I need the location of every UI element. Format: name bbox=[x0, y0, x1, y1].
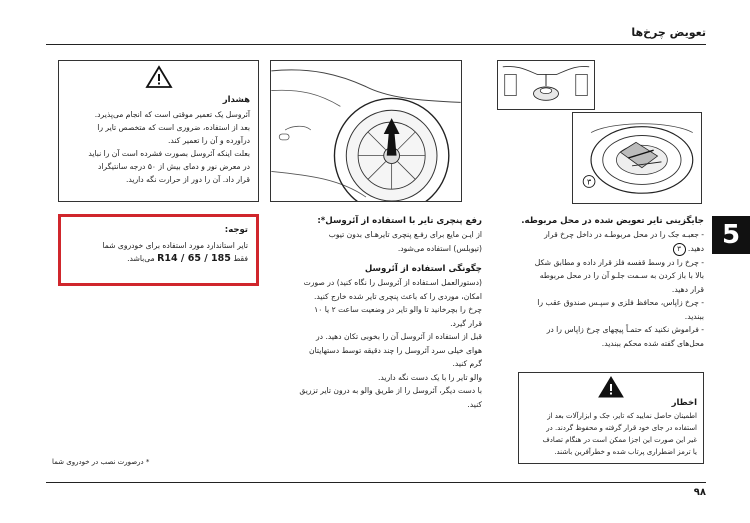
note-box bbox=[58, 214, 259, 286]
paragraph-line bbox=[514, 242, 704, 256]
danger-line: استفاده در جای خود قرار گرفته و محفوظ گردند. در bbox=[546, 424, 697, 432]
paragraph-line: - چرخ را در وسط قفسه فلز قرار داده و مطابق شکل bbox=[534, 257, 704, 267]
danger-line: اطمینان حاصل نمایید که تایر، جک و ابزارآلات بعد از bbox=[547, 412, 697, 420]
footnote-text: درصورت نصب در خودروی شما bbox=[52, 458, 144, 466]
warning-body bbox=[62, 108, 250, 186]
paragraph-line: والو تایر را با یک دست نگه دارید. bbox=[377, 372, 482, 382]
aerosol-repair-body bbox=[252, 228, 482, 255]
paragraph-line: گرم کنید. bbox=[452, 359, 482, 368]
note-title: توجه: bbox=[224, 225, 248, 235]
danger-title: اخطار bbox=[671, 398, 697, 408]
tire-size: 185 / 65 / R14 bbox=[157, 253, 231, 264]
right-column bbox=[514, 215, 704, 350]
spare-wheel-illustration bbox=[572, 112, 702, 204]
section-title-text: رفع پنچری تایر با استفاده از آئروسل bbox=[325, 216, 482, 226]
paragraph-line: چرخ را بچرخانید تا والو تایر در وضعیت ساعت ۲ یا ۱۰ bbox=[314, 305, 482, 314]
circle-number-badge: ۳ bbox=[673, 243, 686, 256]
note-body bbox=[62, 239, 248, 265]
warning-line: بعد از استفاده، ضروری است که متخصص تایر را bbox=[97, 123, 250, 132]
paragraph-line: (تیوبلس) استفاده می‌شود. bbox=[397, 243, 482, 253]
warning-line: بعلت اینکه آئروسل بصورت فشرده است آن را نباید bbox=[88, 149, 250, 158]
paragraph-line: - جعبـه جک را در محل مربوطـه در داخل چرخ قرار bbox=[544, 230, 704, 239]
header-rule bbox=[46, 44, 706, 45]
paragraph-line: با دست دیگر، آئروسل را از طریق والو به درون تایر تزریق bbox=[299, 386, 482, 395]
tire-repair-illustration bbox=[270, 60, 462, 202]
paragraph-line: - فراموش نکنید که حتمـاً پیچهای چرخ زاپاس را در bbox=[546, 325, 704, 334]
paragraph-line: (دستورالعمل اسـتفاده از آئروسل را نگاه کنید) در صورت bbox=[303, 278, 482, 287]
footnote-star: * bbox=[145, 458, 150, 466]
note-suffix: می‌باشد. bbox=[127, 254, 155, 263]
aerosol-usage-title: چگونگی استفاده از آئروسل bbox=[364, 264, 482, 274]
warning-triangle-icon bbox=[145, 65, 173, 89]
paragraph-line: محل‌های گفته شده محکم ببندید. bbox=[601, 338, 704, 348]
note-line: تایر استاندارد مورد استفاده برای خودروی شما bbox=[102, 241, 248, 250]
warning-title: هشدار bbox=[222, 95, 250, 105]
paragraph-line: بالا با باز کردن به سـمت جلـو آن را در محل مربوطه bbox=[539, 271, 704, 280]
middle-column bbox=[252, 215, 482, 411]
footnote bbox=[52, 458, 149, 466]
warning-line: آئروسل یک تعمیر موقتی است که انجام می‌پذیرد. bbox=[94, 110, 250, 119]
chapter-tab: 5 bbox=[712, 216, 750, 254]
warning-line: در معرض نور و دمای بیش از ۵۰ درجه سانتیگراد bbox=[97, 162, 250, 171]
page-number: ۹۸ bbox=[693, 487, 706, 498]
paragraph-line: از ایـن مایع برای رفـع پنچری تایرهـای بدون تیوب bbox=[328, 230, 482, 239]
note-line-2 bbox=[62, 252, 248, 265]
note-prefix: فقط bbox=[233, 254, 248, 263]
footer-rule bbox=[46, 482, 706, 483]
danger-body bbox=[521, 410, 697, 458]
paragraph-line: قرار گیرد. bbox=[450, 318, 482, 328]
danger-box bbox=[518, 372, 704, 464]
aerosol-repair-title bbox=[252, 215, 482, 228]
jack-box-illustration bbox=[497, 60, 595, 110]
page-header-title: تعویض چرخ‌ها bbox=[631, 26, 706, 39]
figure-callout-number: ۳ bbox=[586, 177, 592, 187]
danger-line: یا ترمز اضطراری پرتاب شده و خطرآفرین باشند. bbox=[554, 448, 697, 456]
paragraph-line: قبل از استفاده از آئروسل آن را بخوبی تکان دهید. در bbox=[315, 332, 482, 341]
paragraph-line: امکان، موردی را که باعث پنچری تایر شده خارج کنید. bbox=[314, 291, 482, 301]
paragraph-text: دهید. bbox=[687, 243, 704, 253]
danger-triangle-icon bbox=[597, 375, 625, 399]
warning-box bbox=[58, 60, 259, 202]
paragraph-line: ببندید. bbox=[684, 311, 704, 321]
paragraph-line: قرار دهید. bbox=[671, 284, 704, 294]
spare-replacement-title: جایگزینی تایر تعویض شده در محل مربوطه. bbox=[521, 216, 704, 226]
paragraph-line: - چرخ زاپاس، محافظ فلزی و سپـس صندوق عقب را bbox=[537, 298, 704, 307]
paragraph-line: هوای خیلی سرد آئروسل را چند دقیقه توسط دستهایتان bbox=[309, 345, 482, 355]
footnote-star: *: bbox=[317, 216, 326, 226]
aerosol-usage-body bbox=[252, 276, 482, 411]
danger-line: غیر این صورت این اجزا ممکن است در هنگام تصادف bbox=[542, 436, 697, 444]
warning-line: درآورده و آن را تعمیر کند. bbox=[167, 136, 250, 145]
spare-replacement-body bbox=[514, 228, 704, 350]
warning-line: قرار داد. آن را دور از حرارت نگه دارید. bbox=[125, 175, 250, 184]
paragraph-line: کنید. bbox=[467, 399, 482, 409]
